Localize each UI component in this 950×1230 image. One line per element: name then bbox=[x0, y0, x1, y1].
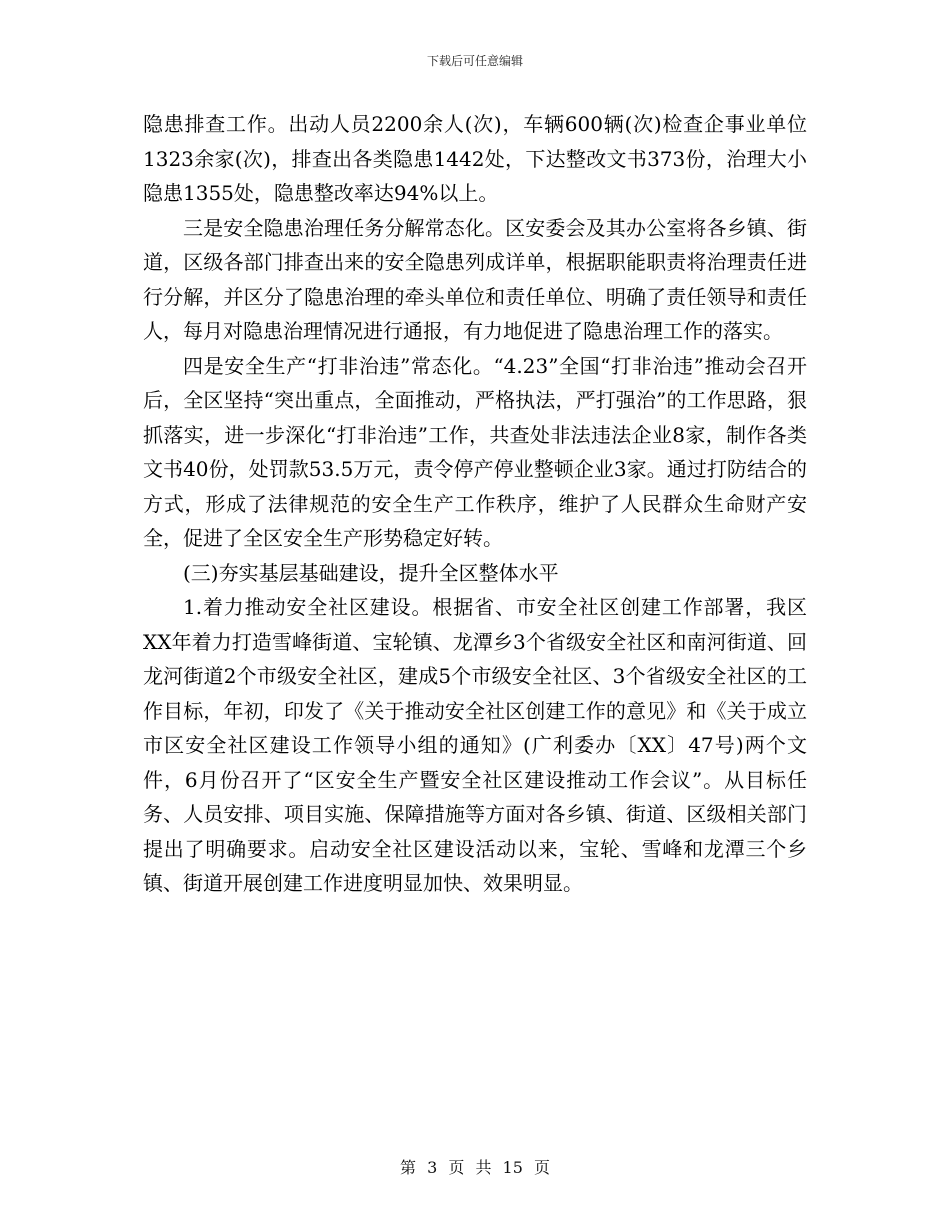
paragraph-2: 三是安全隐患治理任务分解常态化。区安委会及其办公室将各乡镇、街道，区级各部门排查出来的安全隐患列成详单，根据职能职责将治理责任进行分解，并区分了隐患治理的牵头单位和责任单位、明确了责任领导和责任人，每月对隐患治理情况进行通报，有力地促进了隐患治理工作的落实。 bbox=[143, 215, 807, 343]
page-footer: 第 3 页 共 15 页 bbox=[400, 1158, 550, 1177]
document-body bbox=[143, 107, 807, 901]
paragraph-3: 四是安全生产“打非治违”常态化。“4.23”全国“打非治违”推动会召开后，全区坚持“突出重点，全面推动，严格执法，严打强治”的工作思路，狠抓落实，进一步深化“打非治违”工作，共查处非法违法企业8家，制作各类文书40份，处罚款53.5万元，责令停产停业整顿企业3家。通过打防结合的方式，形成了法律规范的安全生产工作秩序，维护了人民群众生命财产安全，促进了全区安全生产形势稳定好转。 bbox=[143, 353, 807, 550]
paragraph-1: 隐患排查工作。出动人员2200余人(次)，车辆600辆(次)检查企事业单位1323余家(次)，排查出各类隐患1442处，下达整改文书373份，治理大小隐患1355处，隐患整改率达94%以上。 bbox=[143, 112, 807, 205]
paragraph-4: 1.着力推动安全社区建设。根据省、市安全社区创建工作部署，我区XX年着力打造雪峰街道、宝轮镇、龙潭乡3个省级安全社区和南河街道、回龙河街道2个市级安全社区，建成5个市级安全社区、3个省级安全社区的工作目标，年初，印发了《关于推动安全社区创建工作的意见》和《关于成立市区安全社区建设工作领导小组的通知》(广利委办〔XX〕47号)两个文件，6月份召开了“区安全生产暨安全社区建设推动工作会议”。从目标任务、人员安排、项目实施、保障措施等方面对各乡镇、街道、区级相关部门提出了明确要求。启动安全社区建设活动以来，宝轮、雪峰和龙潭三个乡镇、街道开展创建工作进度明显加快、效果明显。 bbox=[143, 595, 807, 895]
page-header: 下载后可任意编辑 bbox=[426, 54, 523, 68]
section-heading: (三)夯实基层基础建设，提升全区整体水平 bbox=[183, 560, 559, 585]
